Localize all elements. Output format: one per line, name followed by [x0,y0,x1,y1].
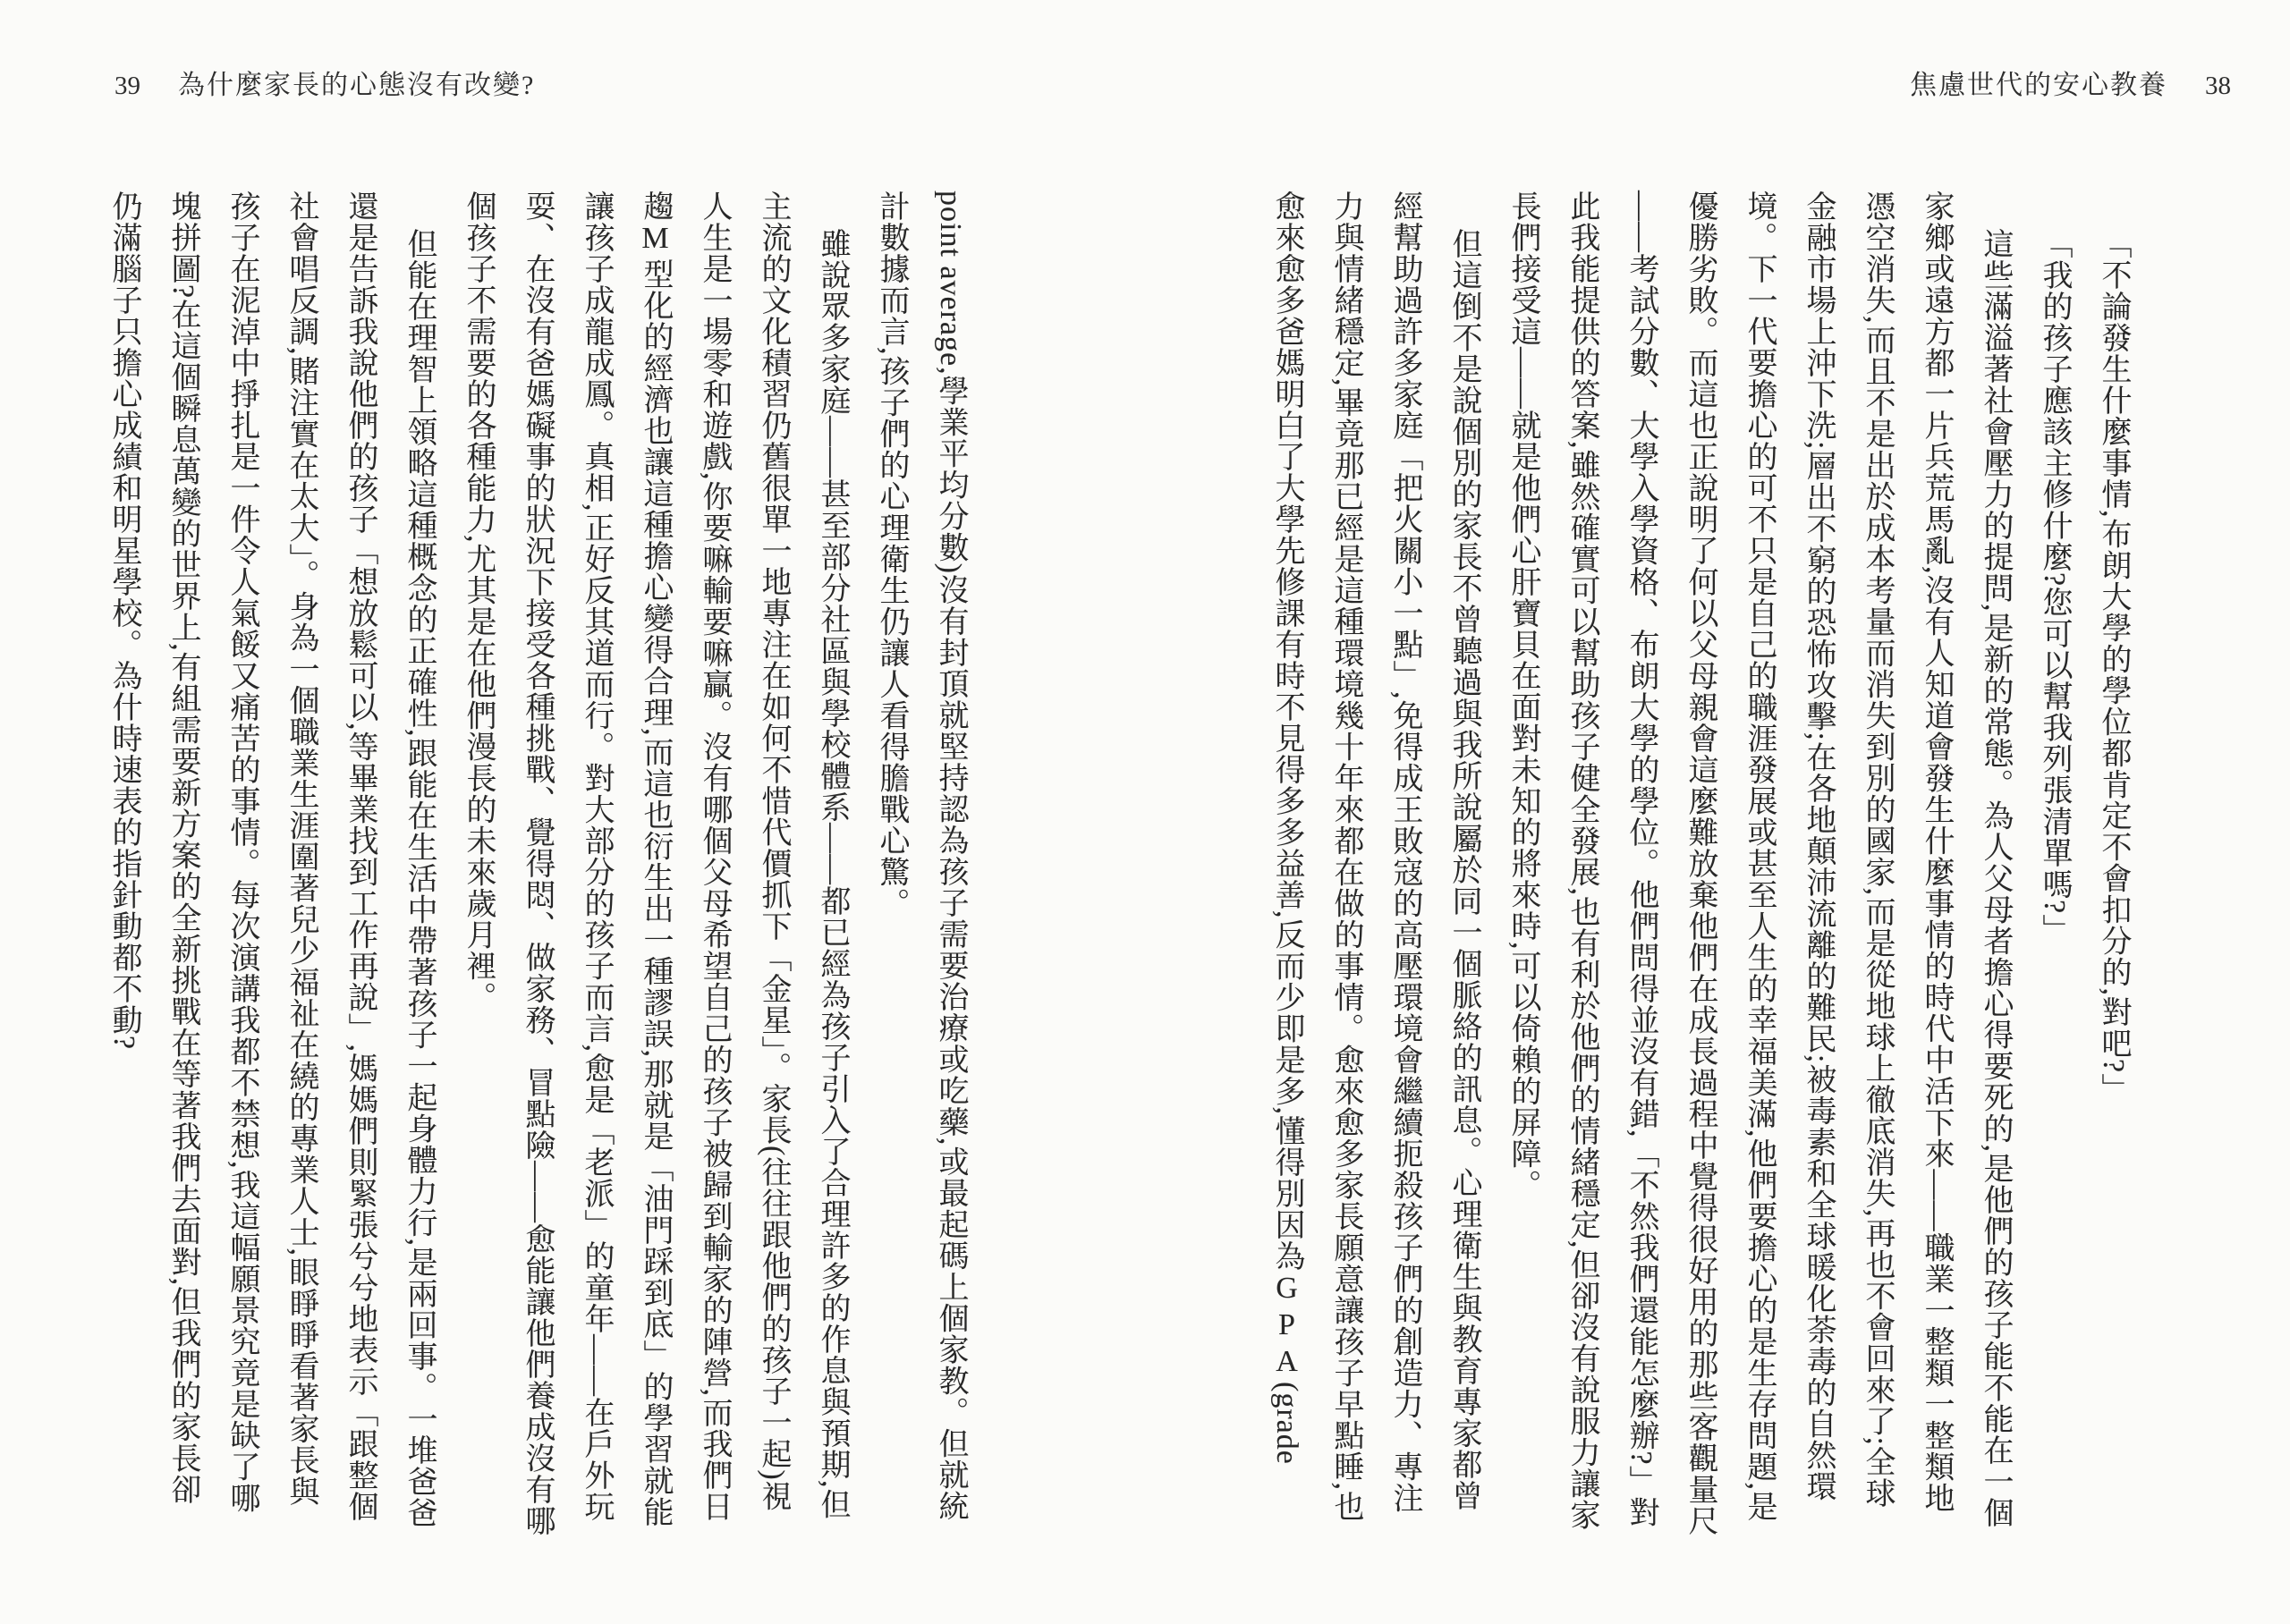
left-page-text [94,190,980,1536]
right-page-text [1257,190,2142,1536]
paragraph: 「我的孩子應該主修什麼?您可以幫我列張清單嗎?」 [2038,228,2071,946]
right-running-head [1910,63,2231,102]
left-running-head [114,63,535,102]
paragraph: point average,學業平均分數)沒有封頂就堅持認為孩子需要治療或吃藥,或最起碼上個家教。但就統計數據而言,孩子們的心理衛生仍讓人看得膽戰心驚。 [875,190,967,1522]
book-title: 焦慮世代的安心教養 [1910,71,2167,100]
paragraph: 但能在理智上領略這種概念的正確性,跟能在生活中帶著孩子一起身體力行,是兩回事。一堆爸爸還是告訴我說他們的孩子「想放鬆可以,等畢業找到工作再說」,媽媽們則緊張兮兮地表示「跟整個社會唱反調,賭注實在太大」。身為一個職業生涯圍著兒少福祉在繞的專業人士,眼睜睜看著家長與孩子在泥淖中掙扎是一件令人氣餒又痛苦的事情。每次演講我都不禁想,我這幅願景究竟是缺了哪塊拼圖?在這個瞬息萬變的世界上,有組需要新方案的全新挑戰在等著我們去面對,但我們的家長卻仍滿腦子只擔心成績和明星學校。為什時速表的指針動都不動? [107,190,436,1528]
left-page-number: 39 [114,72,140,100]
paragraph: 「不論發生什麼事情,布朗大學的學位都肯定不會扣分的,對吧?」 [2097,228,2130,1105]
left-chapter-title: 為什麼家長的心態沒有改變? [178,71,536,100]
paragraph: 雖說眾多家庭——甚至部分社區與學校體系——都已經為孩子引入了合理許多的作息與預期,但主流的文化積習仍舊很單一地專注在如何不惜代價抓下「金星」。家長(往往跟他們的孩子一起)視人生是一場零和遊戲,你要嘛輸要嘛贏。沒有哪個父母希望自己的孩子被歸到輸家的陣營,而我們日趨M型化的經濟也讓這種擔心變得合理,而這也衍生出一種謬誤,那就是「油門踩到底」的學習就能讓孩子成龍成鳳。真相,正好反其道而行。對大部分的孩子而言,愈是「老派」的童年——在戶外玩耍、在沒有爸媽礙事的狀況下接受各種挑戰、覺得悶、做家務、冒點險——愈能讓他們養成沒有哪個孩子不需要的各種能力,尤其是在他們漫長的未來歲月裡。 [462,190,849,1536]
paragraph: 但這倒不是說個別的家長不曾聽過與我所說屬於同一個脈絡的訊息。心理衛生與教育專家都曾經幫助過許多家庭「把火關小一點」,免得成王敗寇的高壓環境會繼續扼殺孩子們的創造力、專注力與情緒穩定,畢竟那已經是這種環境幾十年來都在做的事情。愈來愈多家長願意讓孩子早點睡,也愈來愈多爸媽明白了大學先修課有時不見得多多益善,反而少即是多,懂得別因為GPA(grade [1270,190,1480,1522]
right-page-number: 38 [2205,72,2231,100]
paragraph: 這些滿溢著社會壓力的提問,是新的常態。為人父母者擔心得要死的,是他們的孩子能不能在一個家鄉或遠方都一片兵荒馬亂,沒有人知道會發生什麼事情的時代中活下來——職業一整類一整類地憑空消失,而且不是出於成本考量而消失到別的國家,而是從地球上徹底消失,再也不會回來了;全球金融市場上沖下洗;層出不窮的恐怖攻擊;在各地顛沛流離的難民;被毒素和全球暖化荼毒的自然環境。下一代要擔心的可不只是自己的職涯發展或甚至人生的幸福美滿,他們要擔心的是生存問題,是優勝劣敗。而這也正說明了何以父母親會這麼難放棄他們在成長過程中覺得很好用的那些客觀量尺——考試分數、大學入學資格、布朗大學的學位。他們問得並沒有錯,「不然我們還能怎麼辦?」對此我能提供的答案,雖然確實可以幫助孩子健全發展,也有利於他們的情緒穩定,但卻沒有說服力讓家長們接受這——就是他們心肝寶貝在面對未知的將來時,可以倚賴的屏障。 [1506,190,2012,1536]
